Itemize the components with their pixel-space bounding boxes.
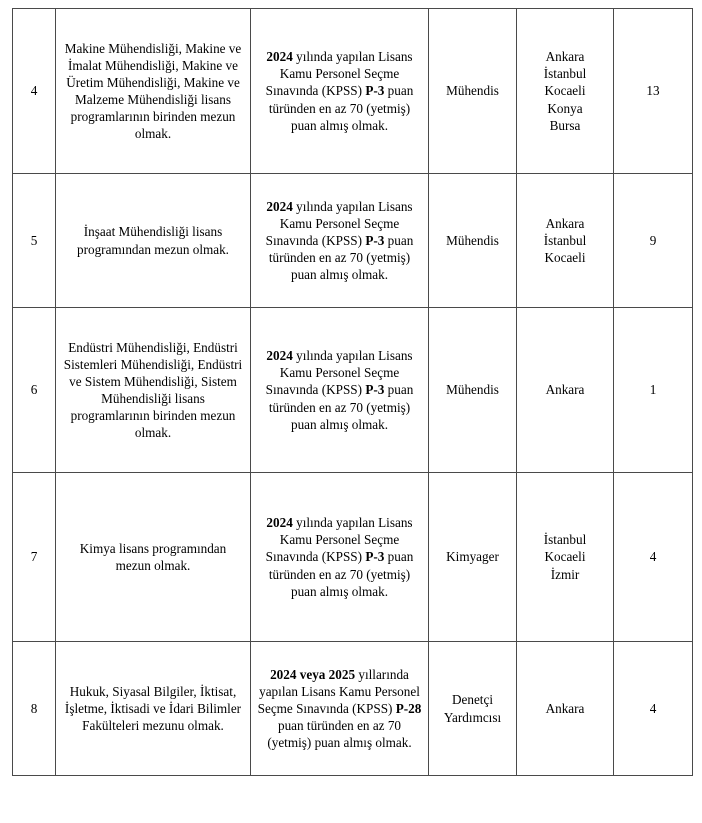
qualification-cell: Kimya lisans programından mezun olmak.: [56, 473, 251, 642]
exam-text-part1: yıllarında yapılan Lisans Kamu Personel Seçme Sınavında (KPSS): [257, 666, 420, 716]
exam-bold-year: 2024: [266, 348, 293, 364]
exam-text-part2: puan türünden en az 70 (yetmiş) puan almış olmak.: [268, 382, 414, 432]
qualification-cell: Hukuk, Siyasal Bilgiler, İktisat, İşletme, İktisadi ve İdari Bilimler Fakülteleri mezunu olmak.: [56, 642, 251, 776]
position-count-cell: 1: [614, 308, 693, 473]
city-line: Ankara: [545, 700, 585, 716]
city-line: İstanbul: [543, 232, 587, 248]
city-line: Bursa: [549, 117, 581, 133]
position-count-cell: 9: [614, 174, 693, 308]
exam-text-part2: puan türünden en az 70 (yetmiş) puan almış olmak.: [268, 232, 414, 283]
city-line: İstanbul: [543, 532, 587, 548]
qualification-cell: Endüstri Mühendisliği, Endüstri Sistemleri Mühendisliği, Endüstri ve Sistem Mühendisliği, Sistem Mühendisliği lisans programlarının birinden mezun olmak.: [56, 308, 251, 473]
city-cell: [517, 308, 614, 473]
row-number-cell: 6: [13, 308, 56, 473]
city-line: İzmir: [550, 566, 580, 582]
exam-bold-score-type: P-3: [365, 549, 385, 565]
city-line: Ankara: [545, 215, 585, 231]
city-cell: [517, 9, 614, 174]
qualification-cell: İnşaat Mühendisliği lisans programından mezun olmak.: [56, 174, 251, 308]
city-cell: [517, 642, 614, 776]
row-number-cell: 7: [13, 473, 56, 642]
city-line: İstanbul: [543, 66, 587, 82]
position-count-cell: 13: [614, 9, 693, 174]
exam-bold-score-type: P-28: [395, 700, 422, 716]
exam-bold-year: 2024: [266, 49, 293, 65]
exam-text-part1: yılında yapılan Lisans Kamu Personel Seçme Sınavında (KPSS): [265, 515, 413, 565]
exam-text-part1: yılında yapılan Lisans Kamu Personel Seçme Sınavında (KPSS): [265, 49, 413, 99]
exam-requirement-cell: [251, 473, 429, 642]
row-number-cell: 4: [13, 9, 56, 174]
exam-bold-score-type: P-3: [365, 382, 385, 398]
table-row: [13, 473, 693, 642]
exam-bold-score-type: P-3: [365, 232, 385, 248]
table-row: [13, 174, 693, 308]
city-line: Kocaeli: [544, 549, 586, 565]
row-number-cell: 5: [13, 174, 56, 308]
exam-bold-score-type: P-3: [365, 83, 385, 99]
exam-text-part2: puan türünden en az 70 (yetmiş) puan almış olmak.: [268, 549, 414, 599]
position-count-cell: 4: [614, 473, 693, 642]
exam-requirement-cell: [251, 642, 429, 776]
exam-text-part2: puan türünden en az 70 (yetmiş) puan almış olmak.: [267, 718, 412, 751]
exam-requirement-cell: [251, 308, 429, 473]
qualification-table: [12, 8, 693, 776]
job-title-cell: Mühendis: [429, 9, 517, 174]
exam-bold-year: 2024: [266, 515, 293, 531]
city-cell: [517, 473, 614, 642]
exam-bold-year: 2024: [266, 198, 293, 214]
table-row: [13, 9, 693, 174]
table-row: [13, 642, 693, 776]
city-line: Konya: [547, 100, 583, 116]
job-title-cell: Denetçi Yardımcısı: [429, 642, 517, 776]
table-row: [13, 308, 693, 473]
city-cell: [517, 174, 614, 308]
qualification-cell: Makine Mühendisliği, Makine ve İmalat Mühendisliği, Makine ve Üretim Mühendisliği, Makine ve Malzeme Mühendisliği lisans programlarının birinden mezun olmak.: [56, 9, 251, 174]
exam-text-part1: yılında yapılan Lisans Kamu Personel Seçme Sınavında (KPSS): [265, 198, 413, 248]
city-line: Ankara: [545, 49, 585, 65]
job-title-cell: Mühendis: [429, 308, 517, 473]
table-body: [13, 9, 693, 776]
job-title-cell: Mühendis: [429, 174, 517, 308]
city-line: Kocaeli: [544, 250, 586, 266]
exam-text-part2: puan türünden en az 70 (yetmiş) puan almış olmak.: [268, 83, 414, 133]
exam-requirement-cell: [251, 9, 429, 174]
exam-requirement-cell: [251, 174, 429, 308]
exam-text-part1: yılında yapılan Lisans Kamu Personel Seçme Sınavında (KPSS): [265, 348, 413, 398]
city-line: Kocaeli: [544, 83, 586, 99]
row-number-cell: 8: [13, 642, 56, 776]
city-line: Ankara: [545, 382, 585, 398]
position-count-cell: 4: [614, 642, 693, 776]
exam-bold-year: 2024 veya 2025: [270, 666, 356, 682]
job-title-cell: Kimyager: [429, 473, 517, 642]
